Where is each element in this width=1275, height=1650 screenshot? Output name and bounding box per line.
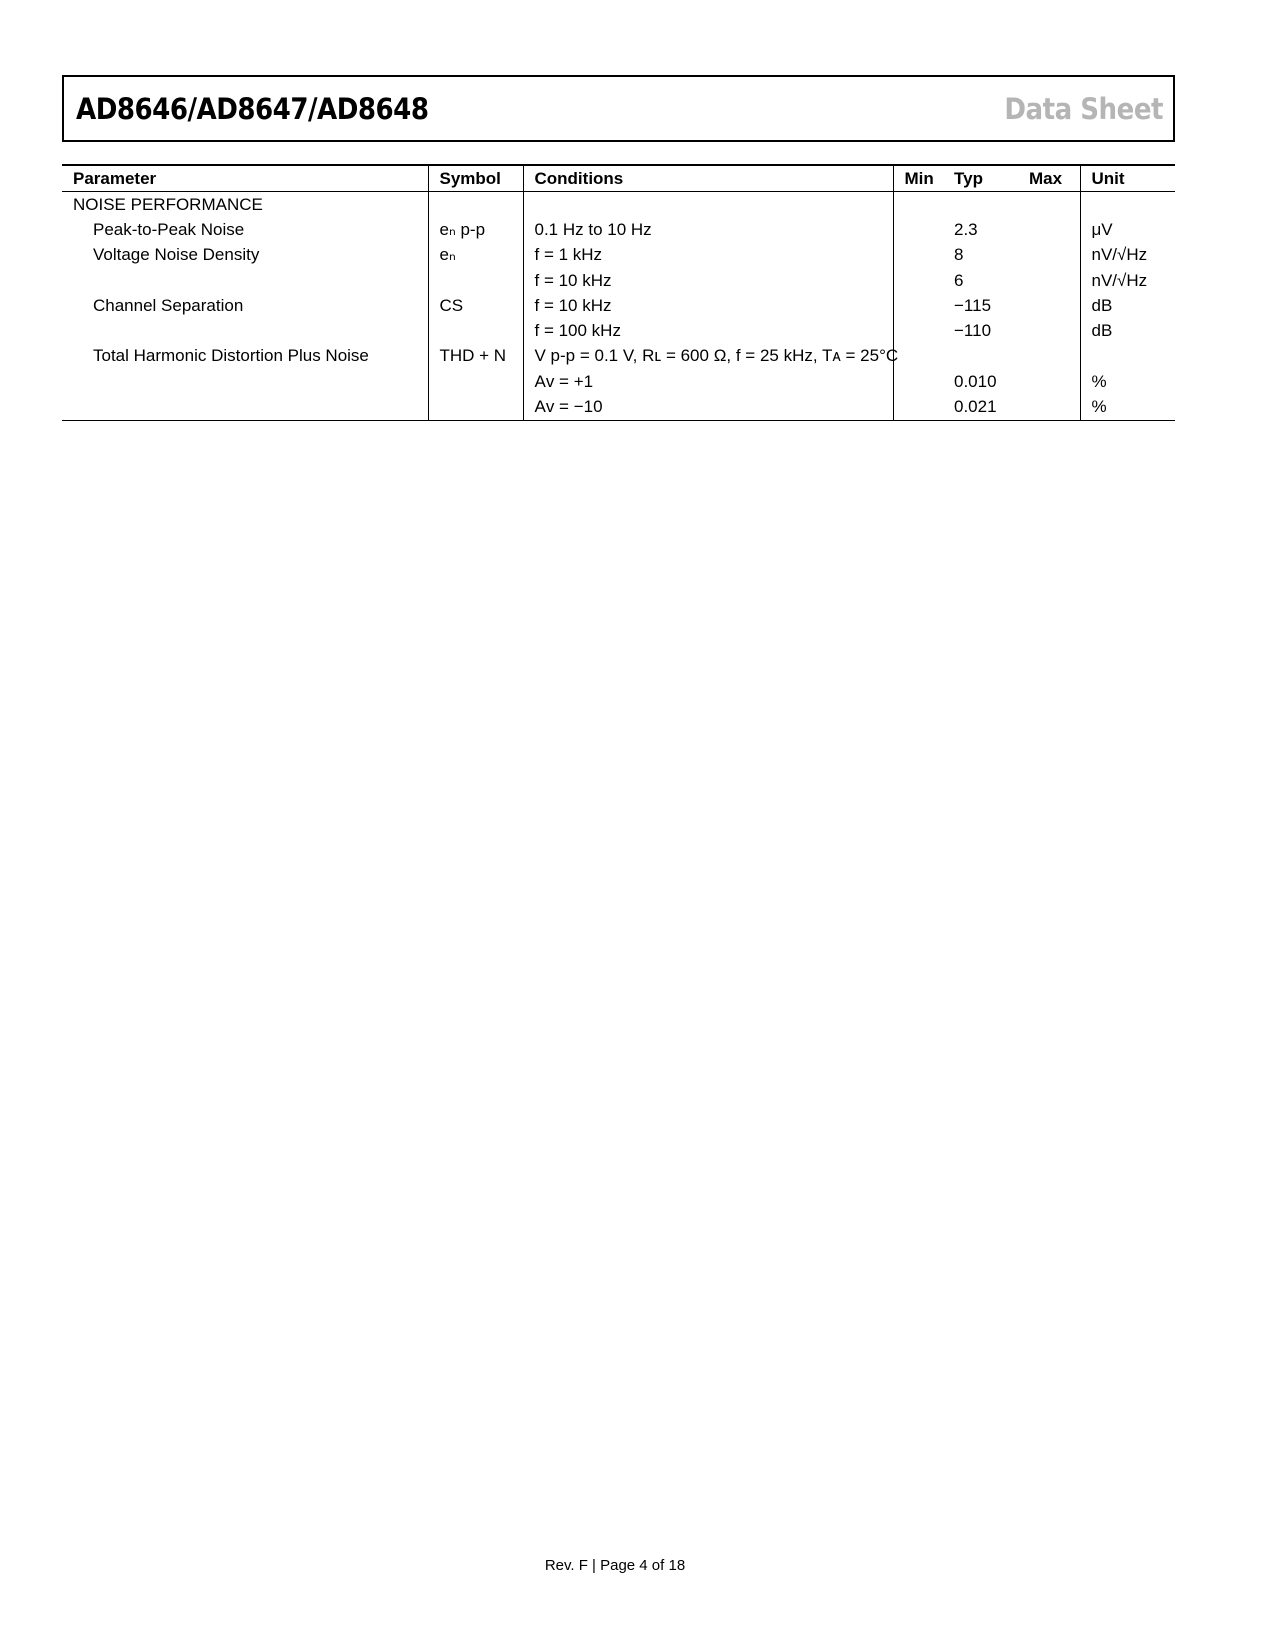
min-cell <box>893 217 952 242</box>
column-header-typ: Typ <box>952 165 1021 192</box>
parameter-cell <box>62 394 428 420</box>
parameter-cell: Total Harmonic Distortion Plus Noise <box>93 346 369 366</box>
min-cell <box>893 344 952 369</box>
specifications-table <box>62 164 1175 421</box>
column-header-conditions: Conditions <box>523 165 893 192</box>
typ-cell <box>952 344 1021 369</box>
column-header-min: Min <box>893 165 952 192</box>
table-row <box>62 369 1175 394</box>
table-row <box>62 344 1175 369</box>
parameter-cell <box>62 369 428 394</box>
min-cell <box>893 369 952 394</box>
min-cell <box>893 268 952 293</box>
max-cell <box>1021 318 1080 343</box>
symbol-cell <box>428 394 523 420</box>
typ-cell: −110 <box>954 321 992 341</box>
column-header-unit: Unit <box>1080 165 1175 192</box>
max-cell <box>1021 293 1080 318</box>
table-row <box>62 243 1175 268</box>
conditions-cell: Aᴠ = −10 <box>523 394 893 420</box>
min-cell <box>893 394 952 420</box>
column-header-parameter: Parameter <box>62 165 428 192</box>
parameter-cell <box>62 268 428 293</box>
column-header-symbol: Symbol <box>428 165 523 192</box>
max-cell <box>1021 217 1080 242</box>
symbol-cell <box>428 369 523 394</box>
max-cell <box>1021 243 1080 268</box>
parameter-cell <box>62 318 428 343</box>
max-cell <box>1021 369 1080 394</box>
max-cell <box>1021 394 1080 420</box>
table-row <box>62 394 1175 420</box>
min-cell <box>893 293 952 318</box>
unit-cell: μV <box>1080 217 1175 242</box>
conditions-cell: Aᴠ = +1 <box>523 369 893 394</box>
typ-cell: 2.3 <box>954 219 978 239</box>
symbol-cell: eₙ p-p <box>428 217 523 242</box>
symbol-cell <box>428 268 523 293</box>
unit-cell: % <box>1080 369 1175 394</box>
parameter-cell: Peak-to-Peak Noise <box>93 219 245 239</box>
unit-cell <box>1080 344 1175 369</box>
page-footer: Rev. F | Page 4 of 18 <box>544 1557 686 1574</box>
document-title: AD8646/AD8647/AD8648 <box>76 92 429 126</box>
unit-cell: % <box>1080 394 1175 420</box>
conditions-cell: f = 10 kHz <box>523 293 893 318</box>
typ-cell: 8 <box>954 245 964 265</box>
table-row <box>62 268 1175 293</box>
typ-cell: −115 <box>954 295 992 315</box>
table-row <box>62 318 1175 343</box>
typ-cell: 0.010 <box>954 371 997 391</box>
conditions-cell: 0.1 Hz to 10 Hz <box>523 217 893 242</box>
symbol-cell: THD + N <box>428 344 523 369</box>
min-cell <box>893 318 952 343</box>
unit-cell: dB <box>1080 318 1175 343</box>
max-cell <box>1021 344 1080 369</box>
table-row <box>62 192 1175 218</box>
unit-cell: nV/√Hz <box>1080 268 1175 293</box>
parameter-cell: Channel Separation <box>93 295 244 315</box>
table-row <box>62 293 1175 318</box>
conditions-cell: f = 10 kHz <box>523 268 893 293</box>
unit-cell: dB <box>1080 293 1175 318</box>
symbol-cell <box>428 318 523 343</box>
unit-cell: nV/√Hz <box>1080 243 1175 268</box>
parameter-cell: Voltage Noise Density <box>93 245 260 265</box>
conditions-cell: V p-p = 0.1 V, Rʟ = 600 Ω, f = 25 kHz, Tᴀ = 25°C <box>523 344 893 369</box>
symbol-cell: CS <box>428 293 523 318</box>
page-header <box>62 75 1175 142</box>
column-header-max: Max <box>1021 165 1080 192</box>
table-header-row <box>62 165 1175 192</box>
conditions-cell: f = 100 kHz <box>523 318 893 343</box>
typ-cell: 6 <box>954 270 964 290</box>
section-heading: NOISE PERFORMANCE <box>73 194 263 214</box>
table-row <box>62 217 1175 242</box>
conditions-cell: f = 1 kHz <box>523 243 893 268</box>
document-type-label: Data Sheet <box>1004 92 1163 126</box>
min-cell <box>893 243 952 268</box>
typ-cell: 0.021 <box>952 394 1021 420</box>
max-cell <box>1021 268 1080 293</box>
symbol-cell: eₙ <box>428 243 523 268</box>
